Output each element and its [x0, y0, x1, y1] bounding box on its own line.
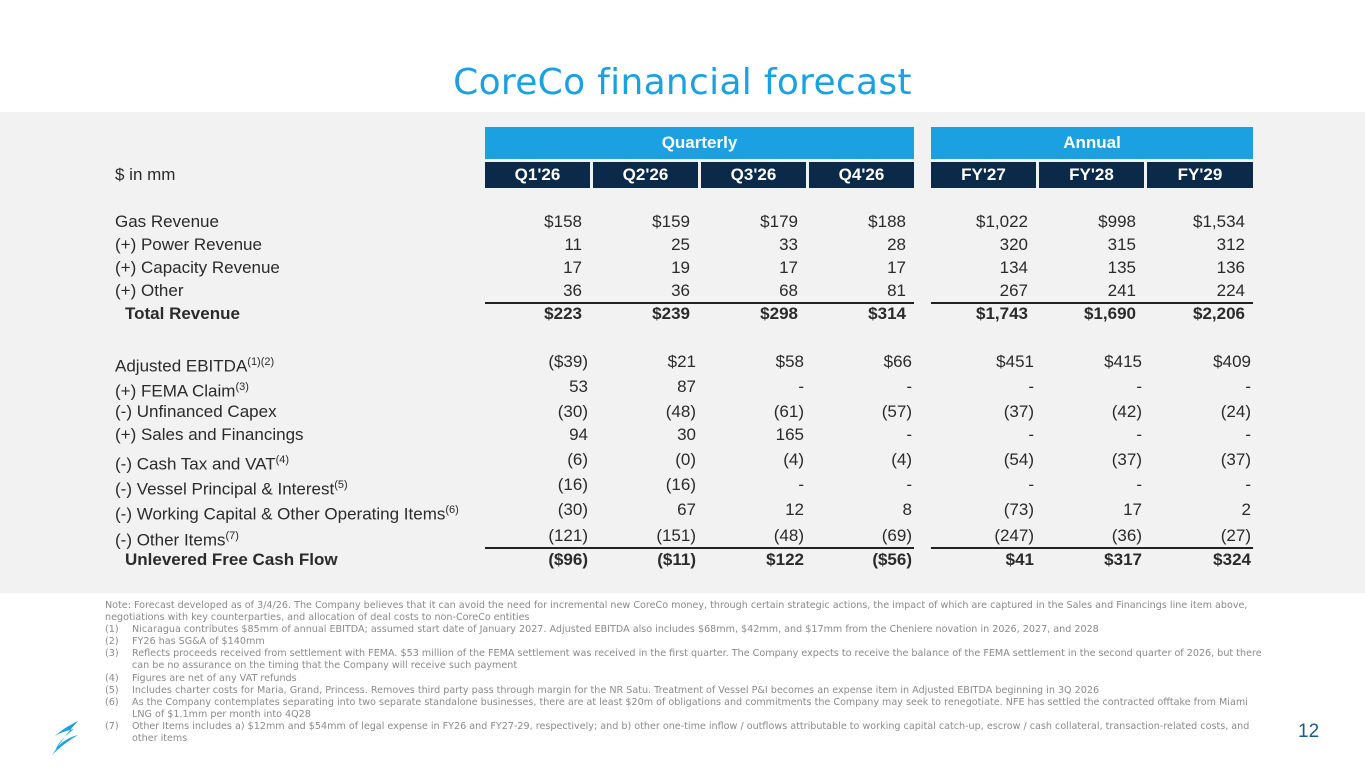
table-cell: (54): [1003, 450, 1034, 469]
row-label: [115, 474, 348, 499]
total-revenue-rule: [485, 302, 914, 304]
table-cell: -: [798, 377, 804, 396]
row-label-text: Adjusted EBITDA: [115, 356, 248, 376]
table-cell: $179: [760, 212, 798, 231]
company-logo-icon: [48, 717, 82, 757]
table-cell: (37): [1003, 402, 1034, 421]
footnote-number: (4): [105, 672, 119, 684]
table-cell: $2,206: [1193, 304, 1245, 323]
page-title: CoreCo financial forecast: [453, 62, 912, 103]
table-cell: (24): [1220, 402, 1251, 421]
table-cell: 53: [569, 377, 588, 396]
footnote: [105, 624, 1270, 636]
table-cell: (16): [557, 475, 588, 494]
table-cell: 8: [902, 500, 912, 519]
table-cell: 11: [564, 235, 582, 254]
row-label: [125, 303, 240, 325]
table-cell: -: [906, 377, 912, 396]
footnote-ref: (6): [445, 504, 459, 516]
table-cell: -: [1245, 377, 1251, 396]
table-cell: 17: [887, 258, 906, 277]
footnote: [105, 636, 1270, 648]
table-cell: (30): [557, 500, 588, 519]
table-cell: 135: [1107, 258, 1136, 277]
table-cell: $451: [996, 352, 1034, 371]
table-cell: 67: [677, 500, 696, 519]
table-cell: (6): [567, 450, 588, 469]
table-cell: $998: [1098, 212, 1136, 231]
row-label: [115, 280, 184, 302]
footnote-text: Reflects proceeds received from settlement with FEMA. $53 million of the FEMA settlement was received in the first quarter. The Company expects to receive the balance of the FEMA settlement in the second quarter of 2026, but there can be no assurance on the timing that the Company will receive such payment: [132, 648, 1262, 672]
table-cell: 17: [1123, 500, 1142, 519]
row-label-text: (-) Cash Tax and VAT: [115, 454, 276, 474]
row-label-text: Unlevered Free Cash Flow: [125, 550, 338, 569]
row-label: [115, 401, 277, 423]
table-cell: 2: [1241, 500, 1251, 519]
column-header: Q4'26: [809, 162, 914, 188]
table-cell: 94: [569, 425, 588, 444]
row-label-text: (-) Vessel Principal & Interest: [115, 479, 335, 499]
table-cell: $317: [1104, 550, 1142, 569]
table-cell: (57): [881, 402, 912, 421]
footnote-number: (5): [105, 684, 119, 696]
table-cell: $1,743: [976, 304, 1028, 323]
footnotes: [105, 600, 1270, 745]
table-cell: $324: [1213, 550, 1251, 569]
table-cell: (4): [891, 450, 912, 469]
table-cell: $159: [652, 212, 690, 231]
table-cell: (69): [881, 526, 912, 545]
table-cell: 241: [1107, 281, 1136, 300]
footnote-ref: (3): [235, 381, 249, 393]
table-cell: 33: [779, 235, 798, 254]
row-label-text: (-) Working Capital & Other Operating Items: [115, 504, 446, 524]
table-cell: 320: [999, 235, 1028, 254]
row-label-text: (+) Capacity Revenue: [115, 258, 280, 277]
table-cell: $298: [760, 304, 798, 323]
row-label: [125, 549, 338, 571]
column-header: FY'27: [931, 162, 1036, 188]
row-label: [115, 525, 239, 550]
table-cell: (16): [665, 475, 696, 494]
table-cell: (27): [1220, 526, 1251, 545]
footnote: [105, 685, 1270, 697]
table-cell: (48): [773, 526, 804, 545]
footnote: [105, 673, 1270, 685]
table-cell: 30: [677, 425, 696, 444]
fcf-rule: [485, 547, 914, 549]
footnote: [105, 600, 1270, 624]
table-cell: (42): [1111, 402, 1142, 421]
row-label-text: (-) Other Items: [115, 530, 226, 550]
row-label-text: Total Revenue: [125, 304, 240, 323]
unit-label: $ in mm: [115, 165, 176, 184]
footnote-text: Other Items includes a) $12mm and $54mm of legal expense in FY26 and FY27-29, respectively; and b) other one-time inflow / outflows attributable to working capital catch-up, escrow / cash collateral, transaction-related costs, and other items: [132, 720, 1250, 745]
table-cell: 224: [1216, 281, 1245, 300]
row-label-text: (+) Other: [115, 281, 184, 300]
table-cell: $122: [766, 550, 804, 569]
table-cell: (36): [1111, 526, 1142, 545]
footnote-number: (2): [105, 636, 119, 648]
table-cell: -: [1136, 425, 1142, 444]
table-cell: $58: [775, 352, 804, 371]
table-cell: 87: [677, 377, 696, 396]
table-cell: 19: [671, 258, 690, 277]
table-cell: 25: [671, 235, 690, 254]
table-cell: 12: [785, 500, 804, 519]
table-cell: (0): [675, 450, 696, 469]
table-cell: 312: [1216, 235, 1245, 254]
footnote-ref: (1)(2): [247, 356, 275, 368]
table-cell: ($39): [548, 352, 588, 371]
footnote-number: (7): [105, 720, 119, 732]
table-cell: 136: [1216, 258, 1245, 277]
column-header: FY'28: [1039, 162, 1144, 188]
footnote-text: Includes charter costs for Maria, Grand, Princess. Removes third party pass through margin for the NR Satu. Treatment of Vessel P&I becomes an expense item in Adjusted EBITDA beginning in 3Q 2026: [132, 684, 1100, 696]
row-label: [115, 257, 280, 279]
group-header-quarterly: Quarterly: [485, 127, 914, 159]
table-cell: (4): [783, 450, 804, 469]
row-label-text: (-) Unfinanced Capex: [115, 402, 277, 421]
row-label-text: Gas Revenue: [115, 212, 219, 231]
total-revenue-rule: [931, 302, 1253, 304]
footnote-text: Figures are net of any VAT refunds: [132, 672, 297, 684]
table-cell: $415: [1104, 352, 1142, 371]
table-cell: $409: [1213, 352, 1251, 371]
table-cell: $314: [868, 304, 906, 323]
table-cell: $21: [667, 352, 696, 371]
footnote: [105, 721, 1270, 745]
table-cell: $223: [544, 304, 582, 323]
table-cell: (30): [557, 402, 588, 421]
row-label-text: (+) Sales and Financings: [115, 425, 304, 444]
table-cell: 36: [671, 281, 690, 300]
footnote-number: (1): [105, 624, 119, 636]
table-cell: -: [1245, 475, 1251, 494]
table-cell: 134: [999, 258, 1028, 277]
table-cell: -: [1245, 425, 1251, 444]
footnote: [105, 648, 1270, 672]
footnote: [105, 697, 1270, 721]
table-cell: (48): [665, 402, 696, 421]
row-label: [115, 234, 262, 256]
table-cell: 17: [779, 258, 798, 277]
table-cell: -: [1136, 377, 1142, 396]
table-cell: (151): [656, 526, 696, 545]
column-header: Q2'26: [593, 162, 698, 188]
table-cell: -: [1136, 475, 1142, 494]
footnote-ref: (7): [225, 530, 239, 542]
table-cell: (247): [994, 526, 1034, 545]
table-cell: (37): [1111, 450, 1142, 469]
row-label: [115, 449, 290, 474]
table-cell: 68: [779, 281, 798, 300]
column-header: FY'29: [1147, 162, 1253, 188]
footnote-text: Note: Forecast developed as of 3/4/26. The Company believes that it can avoid the need for incremental new CoreCo money, through certain strategic actions, the impact of which are captured in the Sales and Financings line item above, negotiations with key counterparties, and allocation of deal costs to non-CoreCo entities: [105, 600, 1248, 624]
table-cell: ($11): [657, 550, 696, 569]
table-cell: (37): [1220, 450, 1251, 469]
table-cell: $188: [868, 212, 906, 231]
table-cell: ($56): [872, 550, 912, 569]
table-cell: 81: [887, 281, 906, 300]
row-label: [115, 351, 275, 376]
table-cell: 165: [775, 425, 804, 444]
table-cell: $1,690: [1084, 304, 1136, 323]
table-cell: 36: [563, 281, 582, 300]
table-cell: $41: [1005, 550, 1034, 569]
row-label-text: (+) FEMA Claim: [115, 381, 236, 401]
table-cell: -: [906, 475, 912, 494]
row-label-text: (+) Power Revenue: [115, 235, 262, 254]
row-label: [115, 499, 459, 524]
footnote-text: Nicaragua contributes $85mm of annual EBITDA; assumed start date of January 2027. Adjusted EBITDA also includes $68mm, $42mm, and $17mm from the Cheniere novation in 2026, 2027, and 2028: [132, 624, 1099, 636]
group-header-annual: Annual: [931, 127, 1253, 159]
footnote-number: (3): [105, 648, 119, 660]
footnote-number: (6): [105, 696, 119, 708]
footnote-text: As the Company contemplates separating into two separate standalone businesses, there are at least $20m of obligations and commitments the Company may seek to renegotiate. NFE has settled the contracted offtake from Miami LNG of $1.1mm per month into 4Q28: [132, 696, 1248, 720]
table-cell: 17: [563, 258, 582, 277]
table-cell: $1,022: [976, 212, 1028, 231]
row-label: [115, 211, 219, 233]
table-cell: -: [1028, 475, 1034, 494]
table-cell: 315: [1107, 235, 1136, 254]
table-cell: -: [1028, 425, 1034, 444]
table-cell: (121): [548, 526, 588, 545]
column-header: Q3'26: [701, 162, 806, 188]
row-label: [115, 376, 249, 401]
table-cell: $66: [883, 352, 912, 371]
table-cell: (73): [1003, 500, 1034, 519]
table-cell: -: [1028, 377, 1034, 396]
table-cell: $239: [652, 304, 690, 323]
footnote-text: FY26 has SG&A of $140mm: [132, 636, 265, 648]
table-cell: 28: [887, 235, 906, 254]
table-cell: -: [906, 425, 912, 444]
table-cell: $158: [544, 212, 582, 231]
fcf-rule: [931, 547, 1253, 549]
table-cell: $1,534: [1193, 212, 1245, 231]
table-cell: -: [798, 475, 804, 494]
footnote-ref: (4): [275, 454, 290, 466]
page-number: 12: [1298, 721, 1320, 742]
row-label: [115, 424, 304, 446]
table-cell: (61): [773, 402, 804, 421]
table-cell: 267: [999, 281, 1028, 300]
column-header: Q1'26: [485, 162, 590, 188]
footnote-ref: (5): [334, 479, 348, 491]
table-cell: ($96): [548, 550, 588, 569]
